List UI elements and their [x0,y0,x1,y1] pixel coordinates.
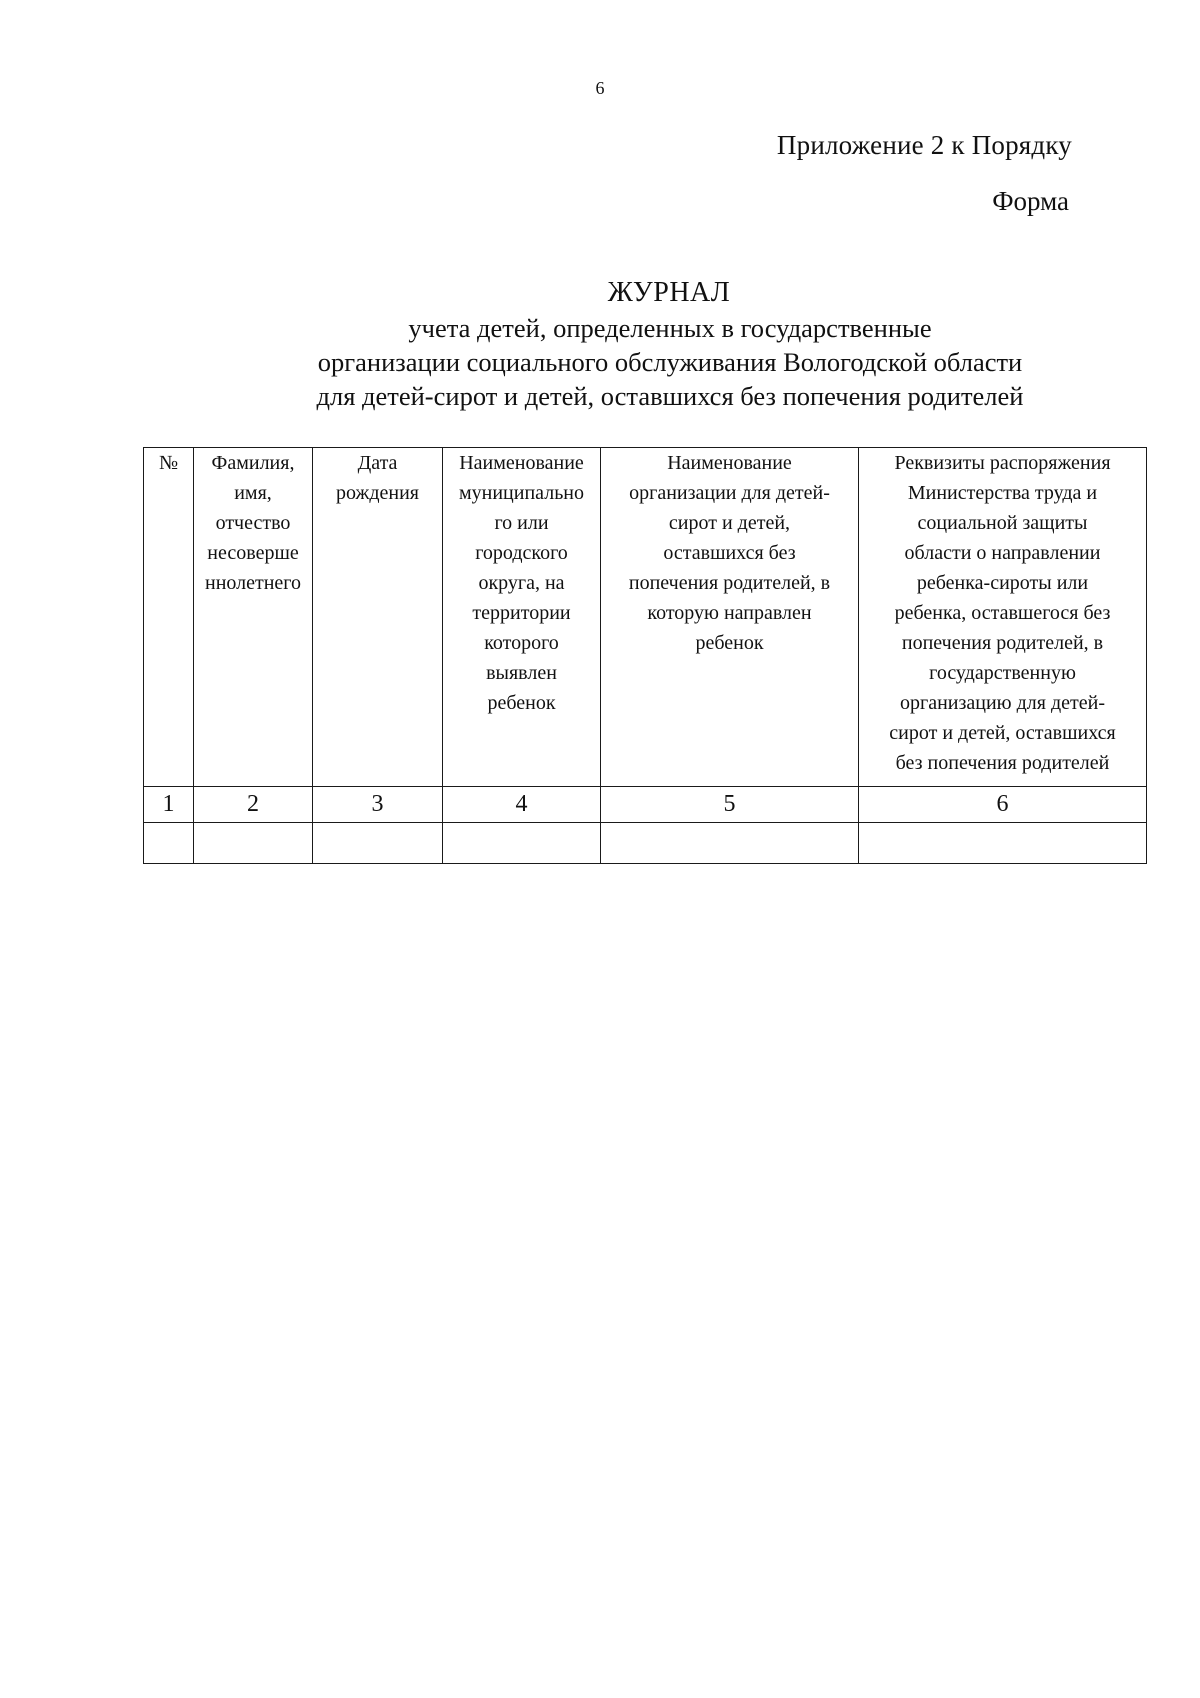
header-cell-order-details [859,448,1147,787]
subtitle-line: учета детей, определенных в государственные [408,313,932,343]
header-cell-organization [601,448,859,787]
header-cell-name [194,448,313,787]
appendix-label: Приложение 2 к Порядку [776,130,1072,160]
page-number: 6 [595,78,605,98]
subtitle-line: организации социального обслуживания Вологодской области [317,347,1023,377]
header-cell-municipality [443,448,601,787]
column-number: 2 [194,787,313,823]
subtitle-line: для детей-сирот и детей, оставшихся без попечения родителей [316,381,1024,411]
table-header-row [144,448,1147,787]
table-cell [601,823,859,864]
table-cell [313,823,443,864]
column-number: 3 [313,787,443,823]
table-cell [144,823,194,864]
document-title: ЖУРНАЛ [607,277,731,308]
table-cell [194,823,313,864]
header-cell-number [144,448,194,787]
header-text: Дата рождения [336,452,419,504]
column-number: 4 [443,787,601,823]
document-subtitle [270,311,1070,413]
header-cell-birthdate [313,448,443,787]
journal-table [143,447,1147,864]
column-number-row [144,787,1147,823]
header-text: Наименование организации для детей- сирот и детей, оставшихся без попечения родителей, в которую направлен ребенок [628,452,831,654]
column-number: 5 [601,787,859,823]
header-text: Реквизиты распоряжения Министерства труда и социальной защиты области о направлении ребенка-сироты или ребенка, оставшегося без попечения родителей, в государственную организацию для детей- сирот и детей, оставшихся без попечения родителей [889,452,1116,774]
column-number: 6 [859,787,1147,823]
header-text: № [158,452,179,474]
column-number: 1 [144,787,194,823]
table-row [144,823,1147,864]
header-text: Наименование муниципально го или городского округа, на территории которого выявлен ребенок [458,452,585,714]
table-cell [443,823,601,864]
header-text: Фамилия, имя, отчество несоверше ннолетнего [204,452,302,594]
form-label: Форма [992,186,1069,216]
table-cell [859,823,1147,864]
